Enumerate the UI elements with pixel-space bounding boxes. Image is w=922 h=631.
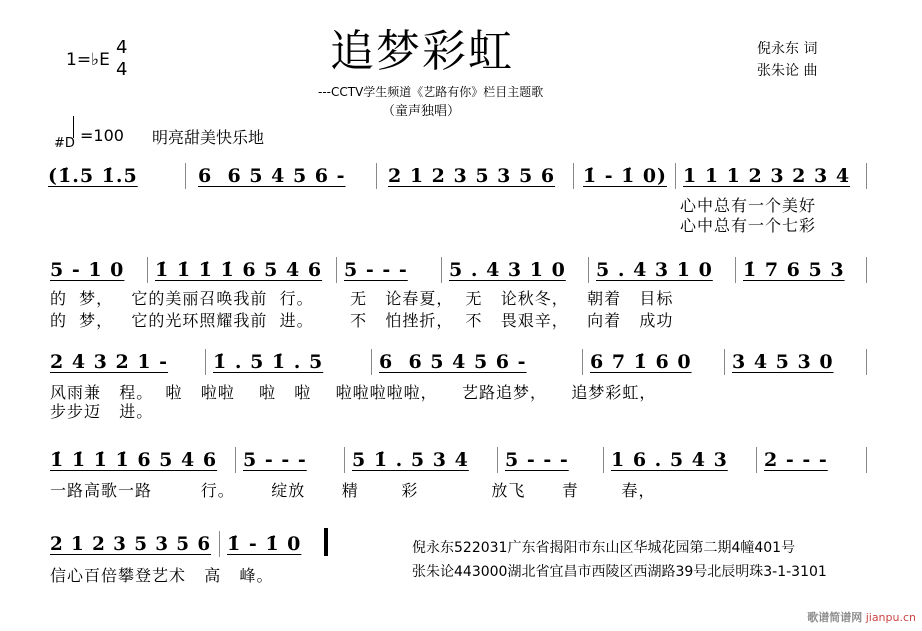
lyric-line: 心中总有一个七彩 — [680, 216, 817, 235]
measure: 5 . 4 3 1 0 — [596, 259, 713, 281]
measure: 1 6 . 5 4 3 — [611, 449, 728, 471]
lyric-line: 的 梦， 它的光环照耀我前 进。 不 怕挫折， 不 畏艰辛， 向着 成功 — [50, 311, 674, 330]
measure: 1̇ . 5 1̇ . 5 — [213, 351, 324, 373]
lyric-line: 信心百倍攀登艺术 高 峰。 — [50, 566, 274, 585]
watermark-en: jianpu.cn — [865, 611, 916, 624]
lyricist-credit: 倪永东 词 — [757, 41, 818, 57]
measure: 1̇ - 1̇ 0 — [227, 533, 302, 555]
barline — [185, 163, 186, 189]
lyric-line: 心中总有一个美好 — [680, 196, 817, 215]
time-signature-bottom: 4 — [116, 59, 128, 80]
tempo-marking: =100 — [80, 126, 124, 145]
lyricist-address: 倪永东522031广东省揭阳市东山区华城花园第二期4幢401号 — [412, 540, 796, 556]
barline — [866, 163, 867, 189]
lyric-line: 的 梦， 它的美丽召唤我前 行。 无 论春夏， 无 论秋冬， 朝着 目标 — [50, 289, 674, 308]
barline — [675, 163, 676, 189]
barline — [344, 447, 345, 473]
barline — [205, 349, 206, 375]
barline — [376, 163, 377, 189]
measure: 6 7 1̇ 6 0 — [590, 351, 692, 373]
subtitle: ---CCTV学生频道《艺路有你》栏目主题歌 — [318, 85, 544, 99]
composer-address: 张朱论443000湖北省宜昌市西陵区西湖路39号北辰明珠3-1-3101 — [412, 564, 827, 580]
lyric-line: 步步迈 进。 — [50, 402, 154, 421]
barline — [866, 257, 867, 283]
lyric-line: 一路高歌一路 行。 绽放 精 彩 放飞 青 春， — [50, 481, 656, 500]
measure: 5 - - - — [243, 449, 307, 471]
barline — [866, 447, 867, 473]
measure: 1 1 1 2 3 2 3 4 — [683, 165, 851, 187]
measure: 1̇ 7 6 5 3 — [743, 259, 845, 281]
barline — [235, 447, 236, 473]
barline — [371, 349, 372, 375]
measure: 5 - 1 0 — [50, 259, 125, 281]
barline — [582, 349, 583, 375]
expression-marking: 明亮甜美快乐地 — [152, 128, 265, 147]
tempo-note-label: #D — [54, 136, 75, 151]
barline — [724, 349, 725, 375]
barline — [756, 447, 757, 473]
measure: 2 4 3 2 1 - — [50, 351, 169, 373]
barline — [573, 163, 574, 189]
measure: 1̇ - 1̇ 0) — [583, 165, 667, 187]
measure: 2 - - - — [764, 449, 828, 471]
measure: 1̇ 1̇ 1̇ 1̇ 6 5 4 6 — [50, 449, 218, 471]
measure: 5 - - - — [505, 449, 569, 471]
watermark — [807, 609, 916, 625]
measure: 2 1 2 3 5 3 5 6 — [388, 165, 556, 187]
barline — [866, 349, 867, 375]
barline — [497, 447, 498, 473]
key-signature: 1=♭E — [66, 50, 110, 70]
time-signature-top: 4 — [116, 37, 128, 58]
final-barline — [324, 528, 328, 556]
performance-note: （童声独唱） — [382, 104, 461, 119]
measure: (1̇.5 1̇.5 — [48, 165, 138, 187]
measure: 5 1̇ . 5 3 4 — [352, 449, 469, 471]
barline — [441, 257, 442, 283]
song-title: 追梦彩虹 — [330, 26, 514, 77]
composer-credit: 张朱论 曲 — [757, 63, 818, 79]
measure: 6 6 5 4 5 6 - — [198, 165, 346, 187]
measure: 3 4 5 3 0 — [732, 351, 834, 373]
measure: 5 - - - — [344, 259, 408, 281]
barline — [603, 447, 604, 473]
measure: 1̇ 1̇ 1̇ 1̇ 6 5 4 6 — [155, 259, 323, 281]
measure: 6 6 5 4 5 6 - — [379, 351, 527, 373]
quarter-note-icon — [73, 116, 74, 138]
watermark-cn: 歌谱简谱网 — [807, 611, 863, 624]
barline — [147, 257, 148, 283]
barline — [588, 257, 589, 283]
barline — [336, 257, 337, 283]
measure: 2 1 2 3 5 3 5 6 — [50, 533, 212, 555]
barline — [219, 531, 220, 557]
barline — [735, 257, 736, 283]
lyric-line: 风雨兼 程。 啦 啦啦 啦 啦 啦啦啦啦啦， 艺路追梦， 追梦彩虹， — [50, 383, 657, 402]
measure: 5 . 4 3 1 0 — [449, 259, 566, 281]
